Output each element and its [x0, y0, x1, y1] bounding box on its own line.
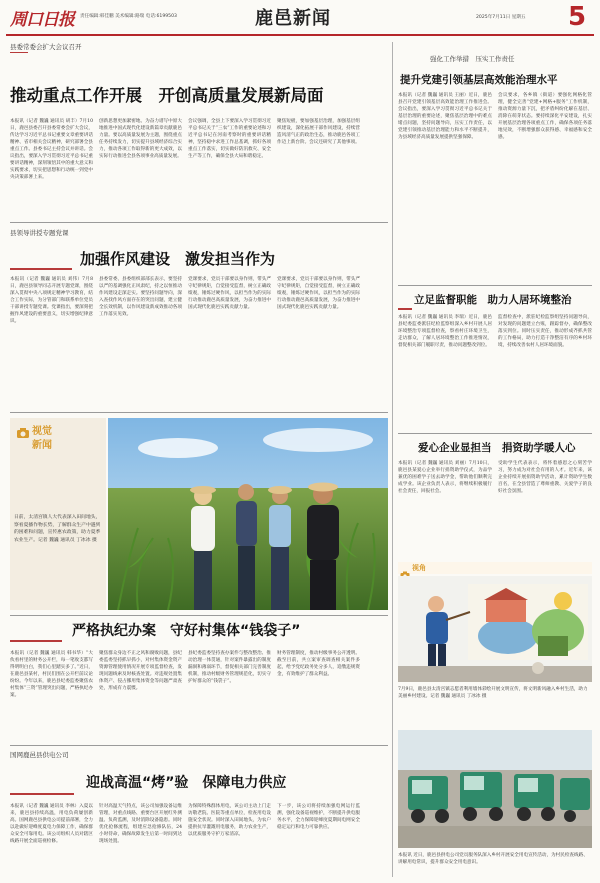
- article-column: 本报讯（记者 魏巍 通讯员 韩书华）“大伙看村里的财务公开栏，每一笔收支都写得明明白白，我们心里踏实多了。”近日，在鹿邑县某村，村民们围在公开栏前议论纷纷。今年以来，鹿邑县纪委监委聚焦农村集体“三资”管理突出问题，严格执纪办案。: [10, 651, 93, 698]
- divider: [10, 222, 388, 223]
- article-column: 财务管理制度，推动村级事务公开透明。截至目前，共立案审查调查相关案件多起，给予党纪政务处分多人，追缴违规资金，有效维护了群众利益。: [277, 651, 360, 677]
- article-column: 创新思想更加紧密地、为奋力谱写中原大地推进中国式现代化建设新篇章贡献鹿邑力量。要以高质量发展为主题，围绕重点任务持续发力，切实提升县域经济综合实力，推动各项工作取得新的更大成效，以实际行动推进全县各项事业高质量发展。: [99, 119, 182, 159]
- masthead: [0, 0, 600, 38]
- article-column: 为保障特殊群体用电，该公司主动上门走访敬老院、医院等重点单位，检查用电设施安全状况。同时深入田间地头，为农户提供抗旱灌溉用电服务，助力农业生产，以优质服务守护万家清凉。: [188, 804, 271, 837]
- divider: [10, 615, 388, 616]
- article-column: 本报讯（记者 魏巍 通讯员 刘丽）7月10日，鹿邑县某爱心企业举行捐资助学仪式，为品学兼优的困难学子送去助学金，帮助他们顺利完成学业。该企业负责人表示，将继续积极履行社会责任，回报社会。: [398, 461, 492, 494]
- article-column: 受助学生代表表示，将怀着感恩之心刻苦学习，努力成为对社会有用的人才。近年来，该企业持续开展捐资助学活动，累计资助学生数百名，在全县营造了尊师重教、关爱学子的良好社会氛围。: [498, 461, 592, 494]
- article-column: 本报讯（记者 魏巍 通讯员 王丽）近日，鹿邑县召开党建引领基层高效能治理工作推进会。会议指出，要深入学习贯彻习近平总书记关于基层治理的重要论述，聚焦基层治理中的难点堵点问题，坚持问题导向，压实工作责任，以党建引领推动基层治理能力和水平不断提升，为县域经济高质量发展提供坚强保障。: [398, 93, 492, 140]
- headline-underline: [398, 308, 412, 310]
- photo-label-bottom: 新闻: [32, 440, 52, 451]
- divider: [398, 285, 592, 286]
- article-kicker: 县领导讲授专题党课: [10, 229, 69, 237]
- camera-icon: [400, 564, 410, 572]
- article-column: 会议要求，各乡镇（街道）要强化网格化管理，健全完善“党建+网格+服务”工作机制，推动资源力量下沉，把矛盾纠纷化解在基层、消除在萌芽状态。要持续深化平安建设，扎实开展基层治理各项重点工作，确保各项任务落地见效，不断增强群众获得感、幸福感和安全感。: [498, 93, 592, 140]
- article-column: 县委常委、县委组织部部长表示，要坚持以严的基调强化正风肃纪，持之以恒推动作风建设走深走实。要坚持问题导向，深入查找作风方面存在的突出问题，建立健全长效机制，以作风建设新成效推动各项工作落实见效。: [99, 277, 182, 317]
- tricycle-photo: [398, 730, 592, 848]
- article-column: 针对高温天气特点，该公司加强设备运维管理，对重点线路、重要台区开展红外测温、负荷监测，及时消除设备隐患。同时优化抢修流程，组建应急抢修队伍，24小时待命，确保故障发生后第一时间到达现场处置。: [99, 804, 182, 844]
- newspaper-logo: 周口日报: [10, 10, 74, 30]
- article-kicker: 强化工作举措 压实工作责任: [430, 55, 515, 63]
- article-headline: 严格执纪办案 守好村集体“钱袋子”: [72, 623, 301, 639]
- article-kicker: 国网鹿邑县供电公司: [10, 751, 69, 759]
- article-headline: 推动重点工作开展 开创高质量发展新局面: [10, 86, 324, 105]
- page-number: 5: [568, 2, 587, 32]
- article-column: 下一步，该公司将持续加强电网运行监测，强化设备巡视维护，不断提升供电服务水平，全力保障迎峰度夏期间电网安全稳定运行和电力可靠供应。: [277, 804, 360, 830]
- headline-underline: [10, 793, 74, 795]
- photo-label: 视角: [412, 564, 426, 572]
- divider: [398, 433, 592, 434]
- article-column: 聚焦短板，要加强基层治理，加强基层组织建设，深化拓展干部作风建设，持续营造风清气正的政治生态，推动鹿邑各项工作迈上新台阶。会议还研究了其他事项。: [277, 119, 360, 145]
- column-divider: [392, 42, 393, 877]
- photo-label-top: 视觉: [32, 426, 52, 437]
- article-headline: 加强作风建设 激发担当作为: [80, 250, 276, 268]
- photo-label-box: [398, 562, 592, 574]
- headline-underline: [10, 640, 62, 642]
- wall-painting-photo: [398, 576, 592, 682]
- article-column: 监督检查中，派驻纪检监察组坚持问题导向，对发现的问题建立台账，跟踪督办，确保整改落实到位。同时压实责任，推动形成齐抓共管的工作格局，助力打造干净整洁有序的乡村环境，持续改善农村人居环境面貌。: [498, 315, 592, 348]
- article-column: 会议强调，全县上下要深入学习贯彻习近平总书记关于“三农”工作的重要论述和习近平总书记在河南考察时的重要讲话精神，坚持稳中求进工作总基调，抓好各项重点工作落实，切实做好防汛救灾、安全生产等工作，确保全县大局和谐稳定。: [188, 119, 271, 159]
- masthead-rule: [6, 34, 594, 36]
- article-headline: 爱心企业显担当 捐资助学暖人心: [418, 442, 576, 454]
- divider: [10, 745, 388, 746]
- article-headline: 迎战高温“烤”验 保障电力供应: [86, 775, 287, 791]
- article-column: 本报讯（记者 魏巍 通讯员 胡丰）7月10日，鹿邑县委召开县委常委会扩大会议，传达学习习近平总书记重要文章重要讲话精神、省市相关会议精神，研究部署全县重点工作。县委书记主持会议并讲话。会议指出，要深入学习贯彻习近平总书记重要讲话精神，深刻领悟其中的重大意义和实践要求，切实把思想和行动统一到党中央决策部署上来。: [10, 119, 93, 180]
- photo-caption: 7月9日，鹿邑县太清宫镇志愿者利用墙体彩绘开展文明宣传，将文明新风融入乡村生活，助力美丽乡村建设。记者 魏巍 通讯员 丁冰冰 摄: [398, 687, 588, 699]
- section-title: 鹿邑新闻: [255, 8, 331, 29]
- cornfield-photo: [108, 418, 388, 610]
- article-column: 党课要求，党员干部要以身作则，带头严守纪律规矩，自觉接受监督，树立正确政绩观，锤炼过硬作风，以担当作为的实际行动推动鹿邑高质量发展，为奋力推进中国式现代化鹿邑实践贡献力量。: [277, 277, 360, 310]
- kicker-accent: [10, 52, 28, 53]
- article-kicker: 县委常委会扩大会议召开: [10, 43, 82, 51]
- article-headline: 提升党建引领基层高效能治理水平: [400, 74, 558, 86]
- masthead-meta: 责任编辑:韩佳鹏 美术编辑:路瑞 电话:6199503: [80, 14, 177, 19]
- photo-caption: 日前，太清宫镇人大代表深入田间地头，察看夏播作物长势，了解群众生产中遇到的困难和问题，宣传惠农政策，助力夏季农业生产。记者 魏巍 通讯员 丁冰冰 摄: [14, 515, 101, 543]
- article-column: 本报讯（记者 魏巍 通讯员 刘伟）7月8日，鹿邑县领导同志开展专题党课，围绕深入贯彻中央八项规定精神学习教育，结合工作实际，为分管部门和联系单位党员干部讲授专题党课。党课指出，要深刻把握作风建设的重要意义，切实增强纪律意识。: [10, 277, 93, 324]
- issue-date: 2025年7月11日 星期五: [476, 15, 526, 20]
- photo-caption: 本报讯 近日，鹿邑县供电公司党员服务队深入乡村开展安全用电宣传活动，为村民检查线路、讲解用电常识，提升群众安全用电意识。: [398, 853, 588, 865]
- article-column: 县纪委监委坚持查办案件与整改整治、推动治理一体贯通，针对案件暴露出的制度漏洞和薄弱环节，督促相关部门完善制度机制，推动村级财务管理规范化，切实守护好群众的“钱袋子”。: [188, 651, 271, 684]
- camera-icon: [16, 424, 30, 436]
- headline-underline: [10, 268, 72, 270]
- article-column: 聚焦群众身边不正之风和腐败问题，县纪委监委坚持抓早抓小，对村集体资金资产资源管理使用情况开展专项监督检查，发现问题线索及时核查处置。对违规处置集体资产、侵占挪用集体资金等问题严肃查处，形成有力震慑。: [99, 651, 182, 691]
- divider: [10, 412, 388, 413]
- article-headline: 立足监督职能 助力人居环境整治: [414, 294, 572, 306]
- article-column: 党课要求，党员干部要以身作则，带头严守纪律规矩，自觉接受监督，树立正确政绩观，锤炼过硬作风，以担当作为的实际行动推动鹿邑高质量发展，为奋力推进中国式现代化鹿邑实践贡献力量。: [188, 277, 271, 310]
- article-column: 本报讯（记者 魏巍 通讯员 李林）入夏以来，鹿邑县持续高温，用电负荷屡创新高。国网鹿邑县供电公司提前部署，全力以赴做好迎峰度夏电力保障工作，确保群众安全可靠用电。该公司组织人员对辖区线路开展全面巡视检修。: [10, 804, 93, 844]
- article-column: 本报讯（记者 魏巍 通讯员 李瑞）近日，鹿邑县纪委监委派驻纪检监察组深入乡村开展人居环境整治专项监督检查，察看村庄环境卫生，走访群众，了解人居环境整治工作推进情况，督促相关部门履职尽责，推动问题整改到位。: [398, 315, 492, 348]
